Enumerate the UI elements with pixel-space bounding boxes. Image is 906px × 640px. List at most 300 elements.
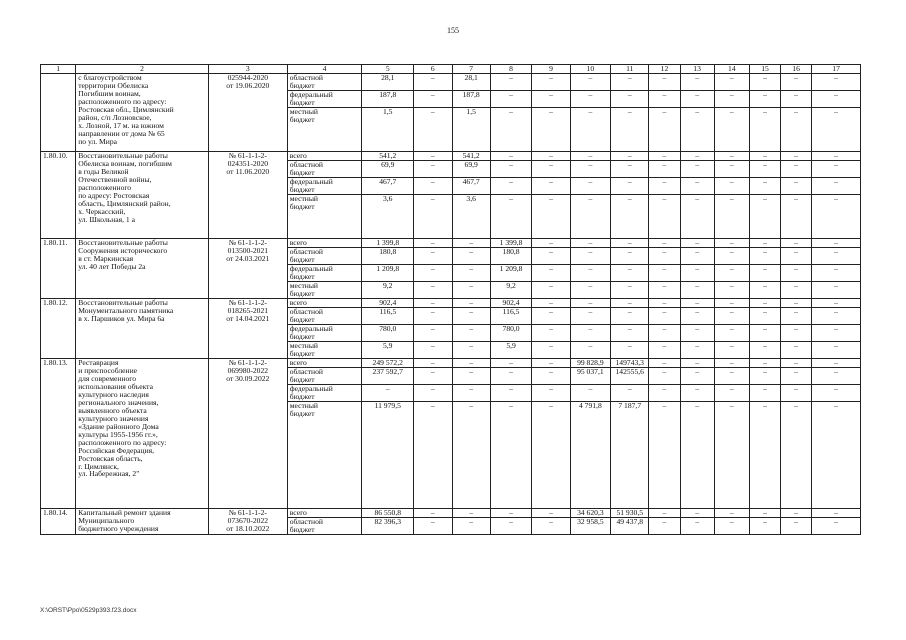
- amount-cell: –: [490, 401, 531, 508]
- amount-cell: –: [749, 238, 780, 247]
- amount-cell: –: [414, 91, 452, 108]
- amount-cell: –: [649, 108, 680, 152]
- funding-source: [287, 152, 362, 161]
- amount-cell: –: [570, 238, 610, 247]
- amount-cell: –: [649, 508, 680, 517]
- amount-cell: –: [532, 341, 570, 358]
- description-line: по адресу: Ростовская: [78, 190, 150, 200]
- amount-cell: 187,8: [452, 91, 490, 108]
- amount-cell: –: [680, 324, 714, 341]
- amount-cell: 4 791,8: [570, 401, 610, 508]
- amount-cell: 32 958,5: [570, 517, 610, 534]
- amount-cell: –: [532, 91, 570, 108]
- column-header: 14: [714, 65, 749, 74]
- amount-cell: –: [649, 298, 680, 307]
- amount-cell: –: [532, 298, 570, 307]
- amount-cell: –: [781, 91, 812, 108]
- description-line: Погибшим воинам,: [78, 88, 141, 98]
- amount-cell: –: [490, 194, 531, 238]
- permit-number: [208, 152, 287, 239]
- description-line: расположенного по адресу:: [78, 437, 167, 447]
- funding-source-line: федеральный: [289, 90, 333, 99]
- permit-number: [208, 74, 287, 152]
- amount-cell: –: [611, 247, 649, 264]
- item-description: [76, 358, 209, 508]
- description-line: Реставрация: [78, 358, 119, 367]
- amount-cell: –: [490, 108, 531, 152]
- file-path-footer: X:\ORST\Ppo\0529p393.f23.docx: [40, 607, 137, 614]
- description-line: область, Цимлянский район,: [78, 198, 171, 208]
- amount-cell: –: [749, 298, 780, 307]
- amount-cell: 69,9: [452, 160, 490, 177]
- amount-cell: 541,2: [452, 152, 490, 161]
- description-line: в годы Великой: [78, 166, 129, 176]
- amount-cell: –: [749, 177, 780, 194]
- amount-cell: –: [649, 281, 680, 298]
- amount-cell: 541,2: [362, 152, 414, 161]
- amount-cell: 1 209,8: [362, 264, 414, 281]
- amount-cell: 99 828,9: [570, 358, 610, 367]
- amount-cell: 249 572,2: [362, 358, 414, 367]
- amount-cell: –: [680, 160, 714, 177]
- amount-cell: 7 187,7: [611, 401, 649, 508]
- amount-cell: –: [749, 324, 780, 341]
- column-header: 3: [208, 65, 287, 74]
- amount-cell: –: [532, 74, 570, 91]
- amount-cell: –: [490, 152, 531, 161]
- budget-table: [40, 64, 861, 535]
- description-line: Восстановительные работы: [78, 151, 168, 160]
- amount-cell: –: [649, 160, 680, 177]
- amount-cell: –: [414, 177, 452, 194]
- description-line: «Здание районного Дома: [78, 421, 159, 431]
- amount-cell: –: [452, 307, 490, 324]
- amount-cell: 82 396,3: [362, 517, 414, 534]
- amount-cell: –: [452, 324, 490, 341]
- amount-cell: –: [532, 517, 570, 534]
- funding-source-line: федеральный: [289, 177, 333, 186]
- amount-cell: –: [714, 367, 749, 384]
- amount-cell: –: [532, 281, 570, 298]
- description-line: Восстановительные работы: [78, 238, 168, 247]
- amount-cell: –: [714, 264, 749, 281]
- amount-cell: –: [680, 401, 714, 508]
- permit-line: № 61-1-1-2-: [228, 238, 267, 247]
- amount-cell: –: [649, 74, 680, 91]
- amount-cell: –: [611, 108, 649, 152]
- amount-cell: –: [532, 358, 570, 367]
- amount-cell: –: [649, 91, 680, 108]
- amount-cell: –: [749, 74, 780, 91]
- amount-cell: –: [714, 401, 749, 508]
- amount-cell: –: [680, 264, 714, 281]
- amount-cell: 142555,6: [611, 367, 649, 384]
- column-header: 10: [570, 65, 610, 74]
- amount-cell: –: [649, 384, 680, 401]
- funding-source: [287, 74, 362, 91]
- amount-cell: 28,1: [452, 74, 490, 91]
- column-header: 5: [362, 65, 414, 74]
- amount-cell: –: [714, 247, 749, 264]
- funding-source-line: областной: [289, 367, 323, 376]
- funding-source: [287, 384, 362, 401]
- description-line: культурного наследия: [78, 389, 149, 399]
- description-line: культуры 1955-1956 гг.»,: [78, 429, 158, 439]
- amount-cell: 34 620,3: [570, 508, 610, 517]
- amount-cell: –: [781, 341, 812, 358]
- description-line: Восстановительные работы: [78, 298, 168, 307]
- funding-source-line: всего: [289, 298, 307, 307]
- funding-source: [287, 281, 362, 298]
- item-description: [76, 152, 209, 239]
- amount-cell: –: [414, 74, 452, 91]
- amount-cell: –: [490, 517, 531, 534]
- amount-cell: –: [570, 298, 610, 307]
- amount-cell: –: [714, 177, 749, 194]
- amount-cell: –: [452, 358, 490, 367]
- amount-cell: –: [649, 517, 680, 534]
- description-line: бюджетного учреждения: [78, 523, 159, 533]
- amount-cell: 149743,3: [611, 358, 649, 367]
- amount-cell: –: [749, 247, 780, 264]
- amount-cell: –: [714, 91, 749, 108]
- amount-cell: –: [749, 358, 780, 367]
- description-line: расположенного по адресу:: [78, 96, 167, 106]
- column-header: 12: [649, 65, 680, 74]
- column-header: 4: [287, 65, 362, 74]
- funding-source-line: областной: [289, 307, 323, 316]
- amount-cell: –: [714, 74, 749, 91]
- amount-cell: 467,7: [452, 177, 490, 194]
- amount-cell: –: [714, 341, 749, 358]
- description-line: Сооружения исторического: [78, 245, 168, 255]
- amount-cell: 49 437,8: [611, 517, 649, 534]
- amount-cell: –: [532, 401, 570, 508]
- description-line: г. Цимлянск,: [78, 461, 119, 471]
- amount-cell: 902,4: [490, 298, 531, 307]
- amount-cell: –: [414, 108, 452, 152]
- description-line: с благоустройством: [78, 73, 142, 82]
- amount-cell: –: [781, 264, 812, 281]
- amount-cell: –: [812, 358, 861, 367]
- description-line: по ул. Мира: [78, 136, 118, 146]
- column-header: 15: [749, 65, 780, 74]
- column-header: 8: [490, 65, 531, 74]
- funding-source-line: областной: [289, 247, 323, 256]
- amount-cell: –: [490, 508, 531, 517]
- description-line: территории Обелиска: [78, 80, 149, 90]
- amount-cell: –: [611, 341, 649, 358]
- item-description: [76, 238, 209, 298]
- funding-source-line: всего: [289, 151, 307, 160]
- amount-cell: –: [490, 91, 531, 108]
- amount-cell: –: [680, 74, 714, 91]
- amount-cell: –: [749, 152, 780, 161]
- description-line: Ростовская область,: [78, 453, 143, 463]
- funding-source-line: бюджет: [289, 271, 315, 281]
- amount-cell: –: [570, 152, 610, 161]
- amount-cell: –: [680, 517, 714, 534]
- amount-cell: 780,0: [362, 324, 414, 341]
- funding-source: [287, 177, 362, 194]
- amount-cell: –: [812, 247, 861, 264]
- amount-cell: –: [570, 307, 610, 324]
- amount-cell: –: [680, 238, 714, 247]
- description-line: х. Лозной, 17 м. на южном: [78, 120, 164, 130]
- amount-cell: –: [452, 384, 490, 401]
- description-line: выявленного объекта: [78, 405, 147, 415]
- amount-cell: –: [680, 298, 714, 307]
- funding-source-line: бюджет: [289, 331, 315, 341]
- funding-source-line: местный: [289, 281, 318, 290]
- amount-cell: –: [680, 108, 714, 152]
- funding-source: [287, 264, 362, 281]
- amount-cell: –: [812, 307, 861, 324]
- amount-cell: –: [812, 298, 861, 307]
- funding-source: [287, 401, 362, 508]
- funding-source: [287, 91, 362, 108]
- amount-cell: –: [714, 194, 749, 238]
- amount-cell: –: [812, 384, 861, 401]
- amount-cell: –: [812, 508, 861, 517]
- amount-cell: –: [611, 194, 649, 238]
- amount-cell: –: [532, 247, 570, 264]
- amount-cell: –: [649, 177, 680, 194]
- amount-cell: –: [812, 160, 861, 177]
- amount-cell: –: [812, 177, 861, 194]
- amount-cell: –: [781, 74, 812, 91]
- amount-cell: –: [714, 160, 749, 177]
- amount-cell: –: [452, 281, 490, 298]
- amount-cell: –: [812, 367, 861, 384]
- column-header: 7: [452, 65, 490, 74]
- amount-cell: –: [781, 238, 812, 247]
- amount-cell: –: [781, 324, 812, 341]
- amount-cell: –: [414, 517, 452, 534]
- amount-cell: 1,5: [452, 108, 490, 152]
- amount-cell: –: [649, 341, 680, 358]
- description-line: культурного значения: [78, 413, 149, 423]
- item-description: [76, 508, 209, 534]
- amount-cell: –: [680, 281, 714, 298]
- description-line: ул. 40 лет Победы 2а: [78, 261, 146, 271]
- column-header: 9: [532, 65, 570, 74]
- amount-cell: –: [649, 194, 680, 238]
- amount-cell: –: [570, 160, 610, 177]
- funding-source: [287, 160, 362, 177]
- amount-cell: –: [414, 324, 452, 341]
- permit-number: [208, 238, 287, 298]
- amount-cell: –: [570, 177, 610, 194]
- amount-cell: –: [812, 264, 861, 281]
- amount-cell: –: [611, 281, 649, 298]
- funding-source-line: федеральный: [289, 264, 333, 273]
- table-row: [41, 238, 861, 247]
- item-code: [41, 74, 76, 152]
- amount-cell: –: [532, 194, 570, 238]
- amount-cell: –: [680, 307, 714, 324]
- amount-cell: –: [570, 264, 610, 281]
- amount-cell: 5,9: [490, 341, 531, 358]
- amount-cell: 780,0: [490, 324, 531, 341]
- amount-cell: –: [414, 341, 452, 358]
- amount-cell: –: [532, 238, 570, 247]
- funding-source: [287, 194, 362, 238]
- amount-cell: –: [570, 194, 610, 238]
- column-header: 11: [611, 65, 649, 74]
- item-code: 1.80.12.: [41, 298, 76, 358]
- amount-cell: –: [452, 367, 490, 384]
- amount-cell: –: [749, 264, 780, 281]
- amount-cell: –: [812, 152, 861, 161]
- funding-source-line: федеральный: [289, 384, 333, 393]
- funding-source: [287, 298, 362, 307]
- funding-source-line: бюджет: [289, 391, 315, 401]
- funding-source-line: местный: [289, 194, 318, 203]
- amount-cell: –: [649, 401, 680, 508]
- amount-cell: –: [414, 358, 452, 367]
- description-line: ул. Набережная, 2": [78, 469, 140, 479]
- amount-cell: –: [680, 358, 714, 367]
- amount-cell: –: [680, 384, 714, 401]
- funding-source: [287, 238, 362, 247]
- permit-line: № 61-1-1-2-: [228, 298, 267, 307]
- item-description: [76, 74, 209, 152]
- amount-cell: –: [570, 341, 610, 358]
- column-header: 13: [680, 65, 714, 74]
- amount-cell: 28,1: [362, 74, 414, 91]
- amount-cell: 1 399,8: [362, 238, 414, 247]
- amount-cell: 3,6: [362, 194, 414, 238]
- amount-cell: –: [490, 358, 531, 367]
- amount-cell: –: [749, 517, 780, 534]
- permit-line: № 61-1-1-2-: [228, 358, 267, 367]
- amount-cell: 3,6: [452, 194, 490, 238]
- description-line: Капитальный ремонт здания: [78, 508, 171, 517]
- amount-cell: –: [781, 307, 812, 324]
- amount-cell: –: [570, 108, 610, 152]
- amount-cell: –: [749, 508, 780, 517]
- funding-source-line: областной: [289, 73, 323, 82]
- amount-cell: –: [570, 281, 610, 298]
- permit-number: [208, 358, 287, 508]
- amount-cell: –: [781, 281, 812, 298]
- amount-cell: –: [781, 367, 812, 384]
- amount-cell: 1 399,8: [490, 238, 531, 247]
- amount-cell: –: [611, 384, 649, 401]
- table-row: [41, 74, 861, 91]
- funding-source-line: бюджет: [289, 314, 315, 324]
- amount-cell: 69,9: [362, 160, 414, 177]
- permit-line: от 14.04.2021: [226, 313, 270, 323]
- amount-cell: –: [611, 152, 649, 161]
- amount-cell: 1 209,8: [490, 264, 531, 281]
- amount-cell: –: [749, 160, 780, 177]
- amount-cell: –: [649, 358, 680, 367]
- item-description: [76, 298, 209, 358]
- funding-source-line: местный: [289, 341, 318, 350]
- description-line: направлении от дома № 65: [78, 128, 165, 138]
- funding-source-line: федеральный: [289, 324, 333, 333]
- table-row: [41, 508, 861, 517]
- amount-cell: –: [714, 281, 749, 298]
- column-header: 1: [41, 65, 76, 74]
- description-line: Обелиска воинам, погибшим: [78, 158, 172, 168]
- amount-cell: –: [570, 384, 610, 401]
- funding-source-line: бюджет: [289, 254, 315, 264]
- amount-cell: –: [611, 307, 649, 324]
- amount-cell: –: [490, 74, 531, 91]
- description-line: для современного: [78, 373, 137, 383]
- amount-cell: –: [680, 367, 714, 384]
- amount-cell: –: [490, 160, 531, 177]
- funding-source-line: местный: [289, 401, 318, 410]
- amount-cell: –: [611, 298, 649, 307]
- description-line: Муниципального: [78, 515, 135, 525]
- amount-cell: –: [452, 341, 490, 358]
- amount-cell: –: [781, 152, 812, 161]
- amount-cell: –: [414, 307, 452, 324]
- amount-cell: –: [749, 194, 780, 238]
- description-line: и приспособление: [78, 365, 138, 375]
- permit-line: 018265-2021: [227, 305, 269, 315]
- amount-cell: –: [749, 341, 780, 358]
- amount-cell: –: [680, 177, 714, 194]
- amount-cell: –: [570, 91, 610, 108]
- item-code: 1.80.10.: [41, 152, 76, 239]
- amount-cell: –: [714, 324, 749, 341]
- funding-source-line: всего: [289, 238, 307, 247]
- amount-cell: –: [414, 152, 452, 161]
- amount-cell: 9,2: [362, 281, 414, 298]
- amount-cell: –: [414, 367, 452, 384]
- description-line: в ст. Маркинская: [78, 253, 134, 263]
- table-row: [41, 358, 861, 367]
- amount-cell: –: [532, 177, 570, 194]
- amount-cell: –: [414, 384, 452, 401]
- amount-cell: –: [611, 91, 649, 108]
- funding-source: [287, 508, 362, 517]
- amount-cell: –: [490, 367, 531, 384]
- permit-line: 024351-2020: [227, 158, 269, 168]
- funding-source-line: областной: [289, 517, 323, 526]
- amount-cell: –: [649, 247, 680, 264]
- amount-cell: –: [532, 152, 570, 161]
- amount-cell: –: [781, 401, 812, 508]
- table-header: [41, 65, 861, 74]
- amount-cell: –: [414, 247, 452, 264]
- amount-cell: –: [812, 108, 861, 152]
- amount-cell: –: [611, 177, 649, 194]
- amount-cell: –: [812, 238, 861, 247]
- column-header: 17: [812, 65, 861, 74]
- table-row: [41, 152, 861, 161]
- funding-source: [287, 367, 362, 384]
- description-line: х. Черкасский,: [78, 206, 126, 216]
- amount-cell: 180,8: [362, 247, 414, 264]
- permit-number: [208, 508, 287, 534]
- amount-cell: –: [812, 74, 861, 91]
- amount-cell: –: [490, 384, 531, 401]
- funding-source-line: бюджет: [289, 184, 315, 194]
- amount-cell: 5,9: [362, 341, 414, 358]
- amount-cell: –: [714, 152, 749, 161]
- funding-source-line: местный: [289, 107, 318, 116]
- amount-cell: –: [570, 247, 610, 264]
- amount-cell: –: [532, 384, 570, 401]
- amount-cell: –: [452, 508, 490, 517]
- amount-cell: –: [414, 298, 452, 307]
